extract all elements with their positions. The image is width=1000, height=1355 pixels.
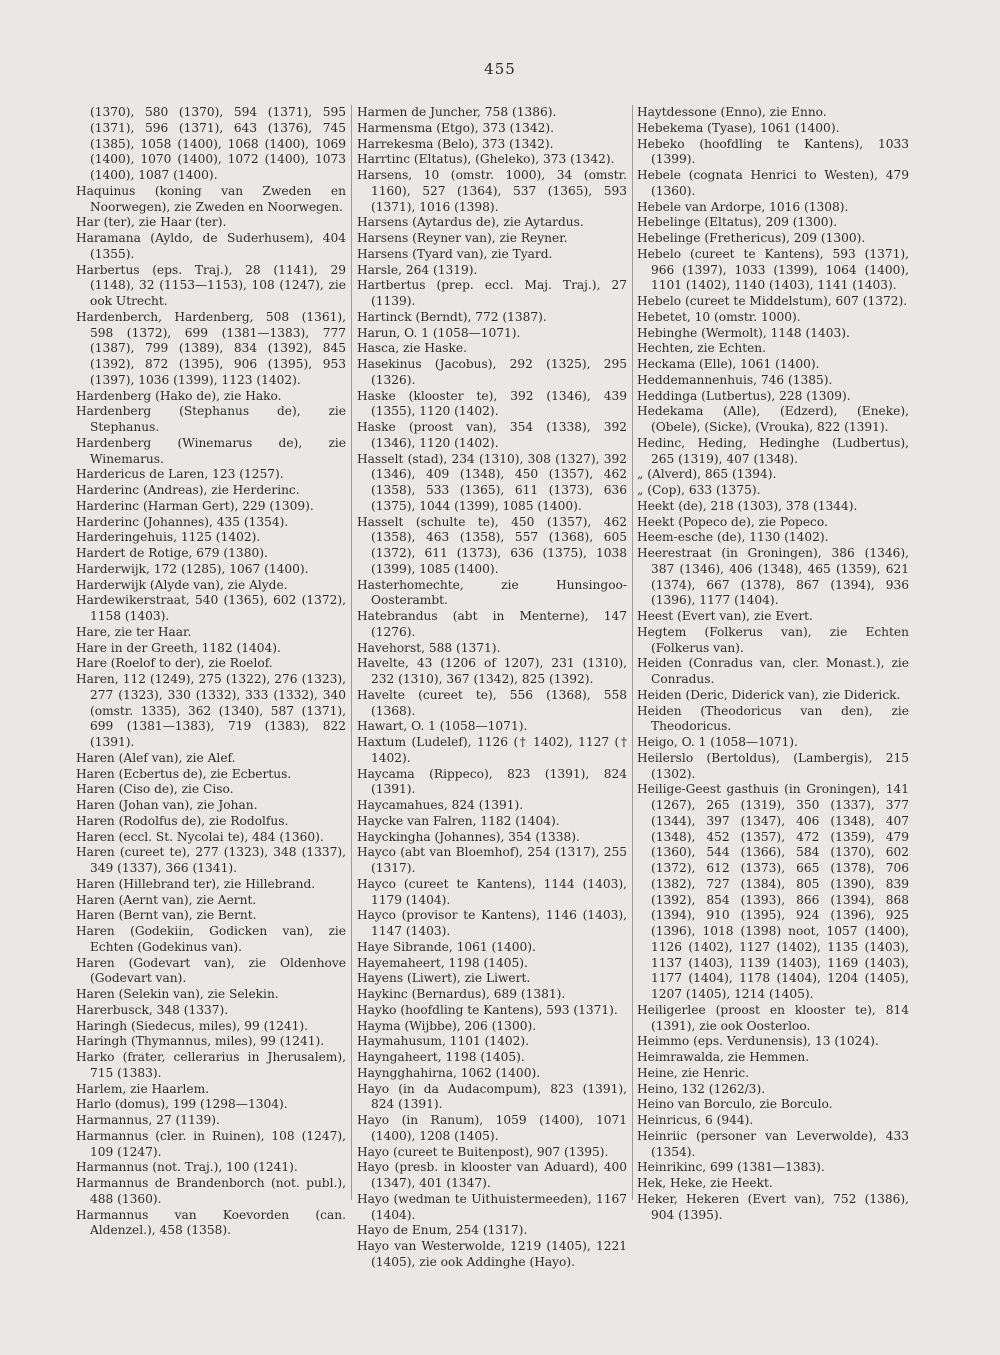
index-entry: Hartbertus (prep. eccl. Maj. Traj.), 27 (1139). (357, 278, 627, 308)
index-entry: Harderinc (Andreas), zie Herderinc. (76, 483, 300, 497)
index-entry: Haren (Alef van), zie Alef. (76, 750, 236, 765)
index-entry: Harsens (Tyard van), zie Tyard. (357, 246, 553, 261)
index-entry: Heker, Hekeren (Evert van), 752 (1386), 904 (1395). (637, 1191, 909, 1222)
index-entry: Hayckingha (Johannes), 354 (1338). (357, 829, 580, 844)
index-entry: Hardenberg (Stephanus de), zie Stephanus. (76, 404, 346, 434)
index-entry: Harun, O. 1 (1058—1071). (357, 325, 521, 340)
index-entry: Hebekema (Tyase), 1061 (1400). (637, 120, 840, 135)
index-entry: Heino, 132 (1262/3). (637, 1081, 766, 1096)
index-entry: Hayo (wedman te Uithuistermeeden), 1167 (1404). (357, 1191, 627, 1222)
index-entry: Haren (Godekiin, Godicken van), zie Echten (Godekinus van). (76, 924, 346, 954)
index-entry: Hebelo (cureet te Middelstum), 607 (1372). (637, 294, 908, 308)
index-entry: Harlem, zie Haarlem. (76, 1081, 210, 1096)
index-entry: Heimrawalda, zie Hemmen. (637, 1050, 810, 1064)
index-entry: Hegtem (Folkerus van), zie Echten (Folkerus van). (637, 624, 909, 655)
index-entry: Heilerslo (Bertoldus), (Lambergis), 215 (1302). (637, 750, 909, 781)
index-column-2 (357, 105, 627, 1271)
index-entry: Harko (frater, cellerarius in Jherusalem), 715 (1383). (76, 1050, 346, 1080)
index-entry: Haren (Rodolfus de), zie Rodolfus. (76, 813, 289, 828)
index-entry: Hayma (Wijbbe), 206 (1300). (357, 1018, 537, 1033)
index-entry: Heem-esche (de), 1130 (1402). (637, 530, 829, 545)
index-entry: Harmannus de Brandenborch (not. publ.), 488 (1360). (76, 1176, 346, 1206)
index-entry: Haren, 112 (1249), 275 (1322), 276 (1323), 277 (1323), 330 (1332), 333 (1332), 340 (omstr. 1335), 362 (1340), 587 (1371), 699 (1381—1383), 719 (1383), 822 (1391). (76, 672, 346, 749)
index-entry: Hebele van Ardorpe, 1016 (1308). (637, 199, 849, 214)
index-entry: Harmannus (cler. in Ruinen), 108 (1247), 109 (1247). (76, 1128, 346, 1159)
index-entry: Haske (klooster te), 392 (1346), 439 (1355), 1120 (1402). (357, 388, 627, 419)
index-entry: Havehorst, 588 (1371). (357, 640, 501, 655)
index-entry: Heimmo (eps. Verdunensis), 13 (1024). (637, 1034, 879, 1049)
index-entry: Hayko (hoofdling te Kantens), 593 (1371). (357, 1002, 618, 1017)
index-entry: Hayemaheert, 1198 (1405). (357, 955, 528, 970)
index-entry: Harmannus (not. Traj.), 100 (1241). (76, 1160, 298, 1175)
index-entry: Haycke van Falren, 1182 (1404). (357, 813, 560, 828)
index-entry: Harmensma (Etgo), 373 (1342). (357, 120, 555, 135)
index-entry: Heiligerlee (proost en klooster te), 814 (1391), zie ook Oosterloo. (637, 1002, 909, 1033)
index-entry: Hare in der Greeth, 1182 (1404). (76, 640, 281, 655)
index-entry: Hardericus de Laren, 123 (1257). (76, 467, 284, 482)
index-entry: Haren (Aernt van), zie Aernt. (76, 892, 257, 907)
index-entry: Har (ter), zie Haar (ter). (76, 215, 227, 230)
index-entry: Haringh (Thymannus, miles), 99 (1241). (76, 1034, 325, 1049)
index-entry: Heest (Evert van), zie Evert. (637, 609, 813, 623)
index-entry: Hayco (abt van Bloemhof), 254 (1317), 255 (1317). (357, 845, 627, 875)
index-entry: Hebelinge (Eltatus), 209 (1300). (637, 215, 838, 230)
index-entry: Harsens, 10 (omstr. 1000), 34 (omstr. 1160), 527 (1364), 537 (1365), 593 (1371), 1016 (1398). (357, 168, 627, 214)
index-entry: Haren (cureet te), 277 (1323), 348 (1337), 349 (1337), 366 (1341). (76, 845, 346, 875)
index-entry: Haren (Selekin van), zie Selekin. (76, 987, 279, 1001)
index-entry: Haycama (Rippeco), 823 (1391), 824 (1391). (357, 766, 627, 797)
index-entry: Hayngghahirna, 1062 (1400). (357, 1065, 541, 1080)
index-entry: Hedekama (Alle), (Edzerd), (Eneke), (Obele), (Sicke), (Vrouka), 822 (1391). (637, 404, 909, 434)
index-entry: Haren (Ecbertus de), zie Ecbertus. (76, 766, 292, 781)
index-entry: Heilige-Geest gasthuis (in Groningen), 141 (1267), 265 (1319), 350 (1337), 377 (1344), 397 (1347), 406 (1348), 407 (1348), 452 (1357), 472 (1359), 479 (1360), 544 (1366), 584 (1370), 602 (1372), 612 (1373), 665 (1378), 706 (1382), 727 (1384), 805 (1390), 839 (1392), 854 (1393), 866 (1394), 868 (1394), 910 (1395), 924 (1396), 925 (1396), 1018 (1398) noot, 1057 (1400), 1126 (1402), 1127 (1402), 1135 (1403), 1137 (1403), 1139 (1403), 1169 (1403), 1177 (1404), 1178 (1404), 1204 (1405), 1207 (1405), 1214 (1405). (637, 782, 909, 1001)
index-entry: Hayo (presb. in klooster van Aduard), 400 (1347), 401 (1347). (357, 1160, 627, 1190)
index-entry: Hardenberg (Winemarus de), zie Winemarus. (76, 435, 346, 466)
index-entry: Heinricus, 6 (944). (637, 1113, 754, 1127)
index-entry: Haren (eccl. St. Nycolai te), 484 (1360). (76, 829, 324, 844)
index-entry: Hayo de Enum, 254 (1317). (357, 1223, 528, 1238)
index-entry: Hebetet, 10 (omstr. 1000). (637, 309, 801, 324)
index-entry: Hek, Heke, zie Heekt. (637, 1176, 773, 1190)
index-entry: Heiden (Conradus van, cler. Monast.), zie Conradus. (637, 656, 909, 686)
index-entry: Harderinc (Johannes), 435 (1354). (76, 514, 289, 529)
index-entry: Hardenberch, Hardenberg, 508 (1361), 598 (1372), 699 (1381—1383), 777 (1387), 799 (1389), 834 (1392), 845 (1392), 872 (1395), 906 (1395), 953 (1397), 1036 (1399), 1123 (1402). (76, 309, 346, 387)
index-entry: Hare (Roelof to der), zie Roelof. (76, 656, 273, 671)
index-entry: Hardenberg (Hako de), zie Hako. (76, 388, 282, 403)
index-entry: Heddinga (Lutbertus), 228 (1309). (637, 388, 851, 403)
index-entry: Hatebrandus (abt in Menterne), 147 (1276). (357, 609, 627, 639)
page-number: 455 (484, 60, 516, 78)
index-entry: Haringh (Siedecus, miles), 99 (1241). (76, 1018, 309, 1033)
index-entry: Hayo (in Ranum), 1059 (1400), 1071 (1400), 1208 (1405). (357, 1113, 627, 1143)
index-entry: Haramana (Ayldo, de Suderhusem), 404 (1355). (76, 231, 346, 261)
index-entry: (1370), 580 (1370), 594 (1371), 595 (1371), 596 (1371), 643 (1376), 745 (1385), 1058 (1400), 1068 (1400), 1069 (1400), 1070 (1400), 1072 (1400), 1073 (1400), 1087 (1400). (90, 105, 346, 182)
index-entry: Haske (proost van), 354 (1338), 392 (1346), 1120 (1402). (357, 420, 627, 450)
index-entry: Hasterhomechte, zie Hunsingoo-Oosterambt. (357, 577, 627, 608)
index-entry: Hedinc, Heding, Hedinghe (Ludbertus), 265 (1319), 407 (1348). (637, 435, 909, 466)
index-entry: Harderwijk, 172 (1285), 1067 (1400). (76, 561, 309, 576)
index-entry: Hebinghe (Wermolt), 1148 (1403). (637, 325, 850, 340)
index-entry: Hebeko (hoofdling te Kantens), 1033 (1399). (637, 136, 909, 167)
index-entry: Hayco (provisor te Kantens), 1146 (1403), 1147 (1403). (357, 908, 627, 938)
index-entry: Heigo, O. 1 (1058—1071). (637, 735, 798, 749)
index-entry: Haymahusum, 1101 (1402). (357, 1034, 529, 1049)
index-entry: Hasekinus (Jacobus), 292 (1325), 295 (1326). (357, 357, 627, 387)
index-entry: Hasselt (stad), 234 (1310), 308 (1327), 392 (1346), 409 (1348), 450 (1357), 462 (1358), 533 (1365), 611 (1373), 636 (1375), 1044 (1399), 1085 (1400). (357, 451, 627, 513)
index-entry: Hayens (Liwert), zie Liwert. (357, 971, 531, 986)
index-entry: Heckama (Elle), 1061 (1400). (637, 357, 820, 371)
index-entry: Heinriic (personer van Leverwolde), 433 (1354). (637, 1128, 909, 1159)
index-entry: Heddemannenhuis, 746 (1385). (637, 372, 833, 387)
index-entry: Harmannus van Koevorden (can. Aldenzel.), 458 (1358). (76, 1207, 346, 1238)
index-entry: Harderinc (Harman Gert), 229 (1309). (76, 498, 314, 513)
index-entry: Hayngaheert, 1198 (1405). (357, 1050, 525, 1064)
index-entry: Harsle, 264 (1319). (357, 262, 478, 277)
index-entry: Haxtum (Ludelef), 1126 († 1402), 1127 († 1402). (357, 735, 627, 765)
index-entry: Heekt (de), 218 (1303), 378 (1344). (637, 498, 858, 513)
index-entry: Hardert de Rotige, 679 (1380). (76, 546, 268, 560)
index-entry: Harmannus, 27 (1139). (76, 1113, 220, 1127)
index-entry: Hardewikerstraat, 540 (1365), 602 (1372), 1158 (1403). (76, 593, 346, 623)
index-column-3 (637, 105, 909, 1223)
index-entry: „ (Alverd), 865 (1394). (637, 467, 777, 482)
index-entry: Hayo (cureet te Buitenpost), 907 (1395). (357, 1144, 609, 1159)
index-entry: Harlo (domus), 199 (1298—1304). (76, 1097, 288, 1112)
index-entry: Heino van Borculo, zie Borculo. (637, 1097, 833, 1112)
index-entry: Hasca, zie Haske. (357, 341, 468, 356)
index-entry: Haye Sibrande, 1061 (1400). (357, 939, 536, 954)
index-entry: Hawart, O. 1 (1058—1071). (357, 719, 528, 734)
index-entry: Haycamahues, 824 (1391). (357, 798, 524, 812)
index-entry: Hayco (cureet te Kantens), 1144 (1403), 1179 (1404). (357, 876, 627, 907)
index-entry: Hayo (in da Audacompum), 823 (1391), 824 (1391). (357, 1081, 627, 1112)
index-entry: Hebelinge (Frethericus), 209 (1300). (637, 231, 866, 245)
index-entry: Haykinc (Bernardus), 689 (1381). (357, 987, 566, 1001)
index-entry: Heekt (Popeco de), zie Popeco. (637, 514, 828, 529)
index-entry: Heiden (Deric, Diderick van), zie Diderick. (637, 687, 901, 702)
index-entry: Harderwijk (Alyde van), zie Alyde. (76, 577, 288, 592)
index-entry: Havelte (cureet te), 556 (1368), 558 (1368). (357, 687, 627, 718)
index-entry: Harderingehuis, 1125 (1402). (76, 530, 261, 545)
index-entry: Haren (Hillebrand ter), zie Hillebrand. (76, 876, 316, 891)
index-entry: Harrtinc (Eltatus), (Gheleko), 373 (1342). (357, 152, 615, 167)
index-entry: Haytdessone (Enno), zie Enno. (637, 105, 827, 119)
index-entry: Hayo van Westerwolde, 1219 (1405), 1221 (1405), zie ook Addinghe (Hayo). (357, 1239, 627, 1269)
index-entry: Haren (Johan van), zie Johan. (76, 798, 258, 812)
index-entry: Haquinus (koning van Zweden en Noorwegen), zie Zweden en Noorwegen. (76, 183, 346, 214)
index-entry: Havelte, 43 (1206 of 1207), 231 (1310), 232 (1310), 367 (1342), 825 (1392). (357, 656, 627, 686)
index-entry: Haren (Godevart van), zie Oldenhove (Godevart van). (76, 955, 346, 986)
index-entry: Heine, zie Henric. (637, 1065, 750, 1080)
index-entry: Heerestraat (in Groningen), 386 (1346), 387 (1346), 406 (1348), 465 (1359), 621 (1374), 667 (1378), 867 (1394), 936 (1396), 1177 (1404). (637, 546, 909, 608)
index-entry: Harbertus (eps. Traj.), 28 (1141), 29 (1148), 32 (1153—1153), 108 (1247), zie ook Utrecht. (76, 262, 346, 308)
index-entry: Heiden (Theodoricus van den), zie Theodoricus. (637, 703, 909, 734)
index-entry: Harsens (Aytardus de), zie Aytardus. (357, 215, 584, 230)
index-entry: Harsens (Reyner van), zie Reyner. (357, 231, 568, 245)
index-entry: Hechten, zie Echten. (637, 341, 767, 356)
index-entry: Harerbusck, 348 (1337). (76, 1002, 229, 1017)
index-entry: Harmen de Juncher, 758 (1386). (357, 105, 557, 119)
index-entry: Harrekesma (Belo), 373 (1342). (357, 136, 554, 151)
index-entry: Hartinck (Berndt), 772 (1387). (357, 309, 547, 324)
index-entry: Hebelo (cureet te Kantens), 593 (1371), 966 (1397), 1033 (1399), 1064 (1400), 1101 (1402), 1140 (1403), 1141 (1403). (637, 246, 909, 293)
index-entry: Haren (Ciso de), zie Ciso. (76, 782, 234, 797)
index-entry: „ (Cop), 633 (1375). (637, 483, 761, 497)
index-entry: Heinrikinc, 699 (1381—1383). (637, 1160, 825, 1175)
index-column-1 (76, 105, 346, 1239)
index-entry: Hare, zie ter Haar. (76, 624, 192, 639)
index-entry: Hasselt (schulte te), 450 (1357), 462 (1358), 463 (1358), 557 (1368), 605 (1372), 611 (1373), 636 (1375), 1038 (1399), 1085 (1400). (357, 514, 627, 576)
index-entry: Haren (Bernt van), zie Bernt. (76, 908, 257, 923)
index-entry: Hebele (cognata Henrici to Westen), 479 (1360). (637, 168, 909, 198)
